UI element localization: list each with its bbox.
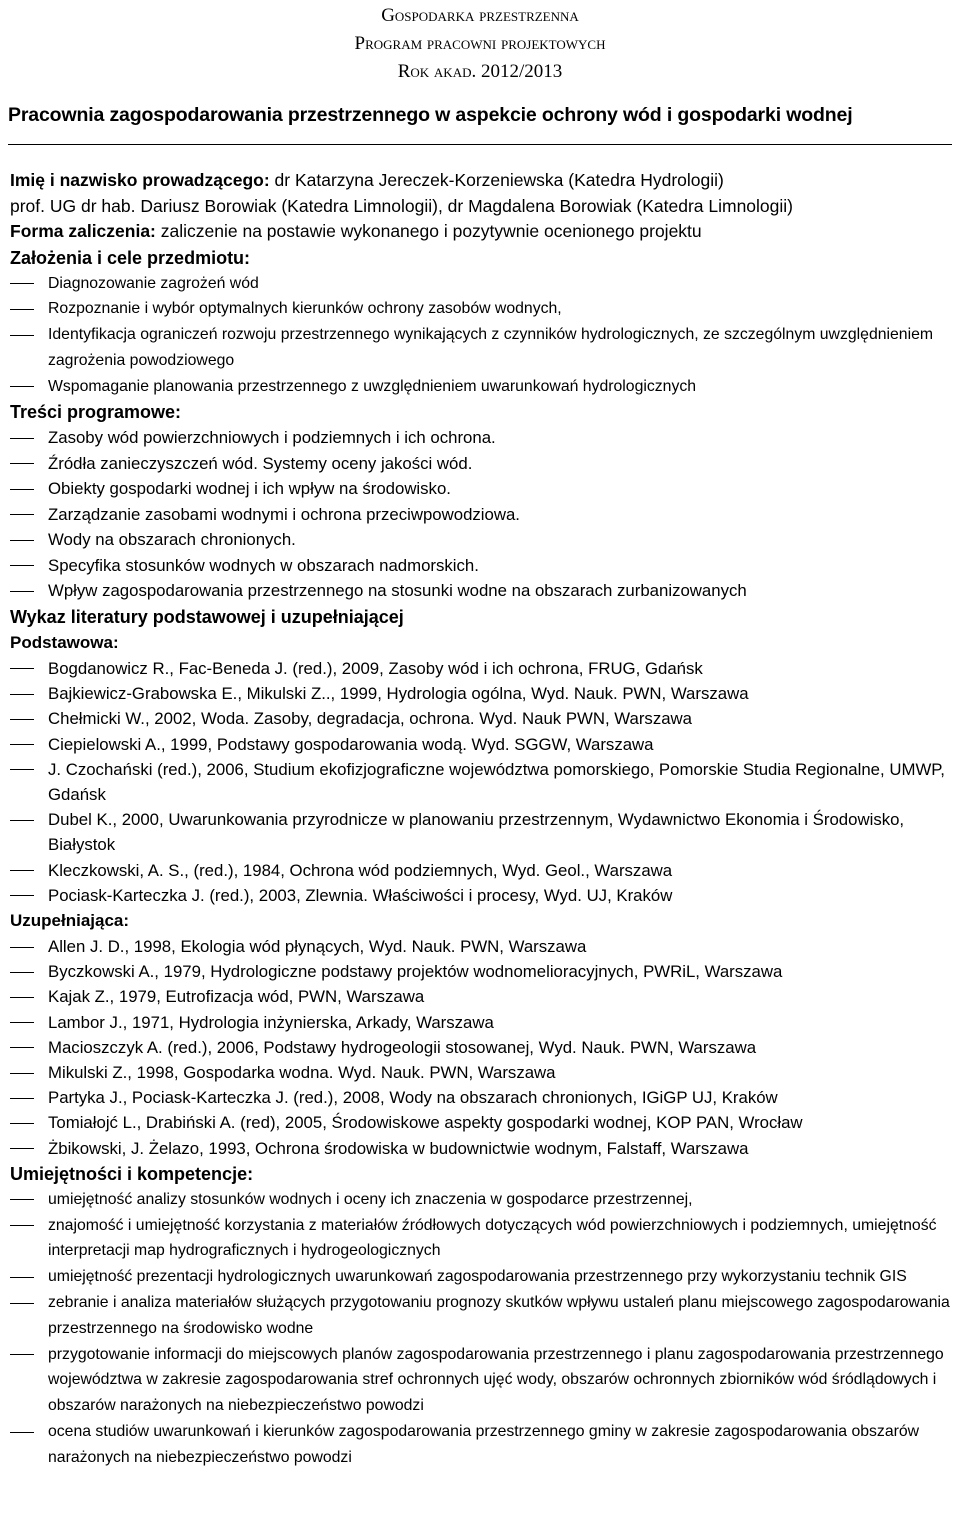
list-item: znajomość i umiejętność korzystania z materiałów źródłowych dotyczących wód powierzchniowych i podziemnych, umiejętność interpretacji map hydrograficznych i hydrogeologicznych bbox=[10, 1213, 950, 1265]
list-item: Wody na obszarach chronionych. bbox=[10, 527, 950, 553]
document-header bbox=[0, 2, 960, 86]
academic-year-label: Rok akad. bbox=[397, 61, 477, 82]
list-item: umiejętność analizy stosunków wodnych i oceny ich znaczenia w gospodarce przestrzennej, bbox=[10, 1187, 950, 1213]
list-item: Źródła zanieczyszczeń wód. Systemy oceny jakości wód. bbox=[10, 451, 950, 477]
list-item: Allen J. D., 1998, Ekologia wód płynących, Wyd. Nauk. PWN, Warszawa bbox=[10, 934, 950, 959]
instructor-label: Imię i nazwisko prowadzącego: bbox=[10, 170, 275, 190]
list-item: zebranie i analiza materiałów służących przygotowaniu prognozy skutków wpływu ustaleń planu miejscowego zagospodarowania przestrzennego na środowisko wodne bbox=[10, 1290, 950, 1342]
skills-heading: Umiejętności i kompetencje: bbox=[10, 1163, 254, 1184]
list-item: ocena studiów uwarunkowań i kierunków zagospodarowania przestrzennego gminy w zakresie zagospodarowania obszarów narażonych na niebezpieczeństwo powodzi bbox=[10, 1419, 950, 1471]
instructor-row bbox=[10, 168, 950, 194]
academic-year bbox=[0, 58, 960, 86]
supplementary-literature-heading: Uzupełniająca: bbox=[10, 911, 130, 931]
list-item: Zasoby wód powierzchniowych i podziemnych i ich ochrona. bbox=[10, 425, 950, 451]
list-item: przygotowanie informacji do miejscowych planów zagospodarowania przestrzennego i planu zagospodarowania przestrzennego województwa w zakresie zagospodarowania stref ochronnych ujęć wody, obszarów ochronnych zbiorników wód śródlądowych i obszarów narażonych na niebezpieczeństwo powodzi bbox=[10, 1342, 950, 1419]
skills-list bbox=[10, 1187, 950, 1471]
list-item: Lambor J., 1971, Hydrologia inżynierska, Arkady, Warszawa bbox=[10, 1010, 950, 1035]
list-item: Ciepielowski A., 1999, Podstawy gospodarowania wodą. Wyd. SGGW, Warszawa bbox=[10, 732, 950, 757]
basic-literature-heading: Podstawowa: bbox=[10, 632, 119, 652]
list-item: Bogdanowicz R., Fac-Beneda J. (red.), 2009, Zasoby wód i ich ochrona, FRUG, Gdańsk bbox=[10, 656, 950, 681]
basic-literature-list bbox=[10, 656, 950, 908]
assessment-label: Forma zaliczenia: bbox=[10, 221, 161, 241]
supplementary-literature-list bbox=[10, 934, 950, 1161]
list-item: Bajkiewicz-Grabowska E., Mikulski Z.., 1999, Hydrologia ogólna, Wyd. Nauk. PWN, Warszawa bbox=[10, 681, 950, 706]
program-list bbox=[10, 425, 950, 604]
course-content bbox=[10, 168, 950, 1471]
list-item: Chełmicki W., 2002, Woda. Zasoby, degradacja, ochrona. Wyd. Nauk PWN, Warszawa bbox=[10, 706, 950, 731]
list-item: Macioszczyk A. (red.), 2006, Podstawy hydrogeologii stosowanej, Wyd. Nauk. PWN, Warszawa bbox=[10, 1035, 950, 1060]
literature-heading: Wykaz literatury podstawowej i uzupełniającej bbox=[10, 606, 404, 627]
list-item: Mikulski Z., 1998, Gospodarka wodna. Wyd. Nauk. PWN, Warszawa bbox=[10, 1060, 950, 1085]
list-item: Kajak Z., 1979, Eutrofizacja wód, PWN, Warszawa bbox=[10, 984, 950, 1009]
goals-list bbox=[10, 271, 950, 400]
list-item: Byczkowski A., 1979, Hydrologiczne podstawy projektów wodnomelioracyjnych, PWRiL, Warszawa bbox=[10, 959, 950, 984]
list-item: Wpływ zagospodarowania przestrzennego na stosunki wodne na obszarach zurbanizowanych bbox=[10, 578, 950, 604]
list-item: Kleczkowski, A. S., (red.), 1984, Ochrona wód podziemnych, Wyd. Geol., Warszawa bbox=[10, 858, 950, 883]
list-item: Pociask-Karteczka J. (red.), 2003, Zlewnia. Właściwości i procesy, Wyd. UJ, Kraków bbox=[10, 883, 950, 908]
title-divider bbox=[8, 144, 952, 145]
goals-heading: Założenia i cele przedmiotu: bbox=[10, 247, 251, 268]
list-item: umiejętność prezentacji hydrologicznych uwarunkowań zagospodarowania przestrzennego przy wykorzystaniu technik GIS bbox=[10, 1264, 950, 1290]
list-item: Partyka J., Pociask-Karteczka J. (red.), 2008, Wody na obszarach chronionych, IGiGP UJ, Kraków bbox=[10, 1085, 950, 1110]
list-item: Tomiałojć L., Drabiński A. (red), 2005, Środowiskowe aspekty gospodarki wodnej, KOP PAN, Wrocław bbox=[10, 1110, 950, 1135]
assessment-value: zaliczenie na postawie wykonanego i pozytywnie ocenionego projektu bbox=[160, 221, 702, 241]
list-item: Specyfika stosunków wodnych w obszarach nadmorskich. bbox=[10, 553, 950, 579]
program-heading: Treści programowe: bbox=[10, 402, 182, 423]
list-item: J. Czochański (red.), 2006, Studium ekofizjograficzne województwa pomorskiego, Pomorskie Studia Regionalne, UMWP, Gdańsk bbox=[10, 757, 950, 807]
list-item: Dubel K., 2000, Uwarunkowania przyrodnicze w planowaniu przestrzennym, Wydawnictwo Ekonomia i Środowisko, Białystok bbox=[10, 807, 950, 857]
academic-year-value: 2012/2013 bbox=[476, 61, 563, 82]
program-name: Program pracowni projektowych bbox=[354, 33, 606, 54]
list-item: Obiekty gospodarki wodnej i ich wpływ na środowisko. bbox=[10, 476, 950, 502]
instructor-line-2: prof. UG dr hab. Dariusz Borowiak (Katedra Limnologii), dr Magdalena Borowiak (Katedra Limnologii) bbox=[10, 195, 793, 216]
field-of-study: Gospodarka przestrzenna bbox=[381, 5, 579, 26]
list-item: Identyfikacja ograniczeń rozwoju przestrzennego wynikających z czynników hydrologicznych, ze szczególnym uwzględnieniem zagrożenia powodziowego bbox=[10, 322, 950, 374]
instructor-line-1: dr Katarzyna Jereczek-Korzeniewska (Katedra Hydrologii) bbox=[274, 170, 724, 190]
list-item: Żbikowski, J. Żelazo, 1993, Ochrona środowiska w budownictwie wodnym, Falstaff, Warszawa bbox=[10, 1136, 950, 1161]
course-title: Pracownia zagospodarowania przestrzennego w aspekcie ochrony wód i gospodarki wodnej bbox=[8, 104, 853, 126]
assessment-row bbox=[10, 219, 950, 245]
list-item: Wspomaganie planowania przestrzennego z uwzględnieniem uwarunkowań hydrologicznych bbox=[10, 374, 950, 400]
list-item: Rozpoznanie i wybór optymalnych kierunków ochrony zasobów wodnych, bbox=[10, 296, 950, 322]
list-item: Diagnozowanie zagrożeń wód bbox=[10, 271, 950, 297]
list-item: Zarządzanie zasobami wodnymi i ochrona przeciwpowodziowa. bbox=[10, 502, 950, 528]
